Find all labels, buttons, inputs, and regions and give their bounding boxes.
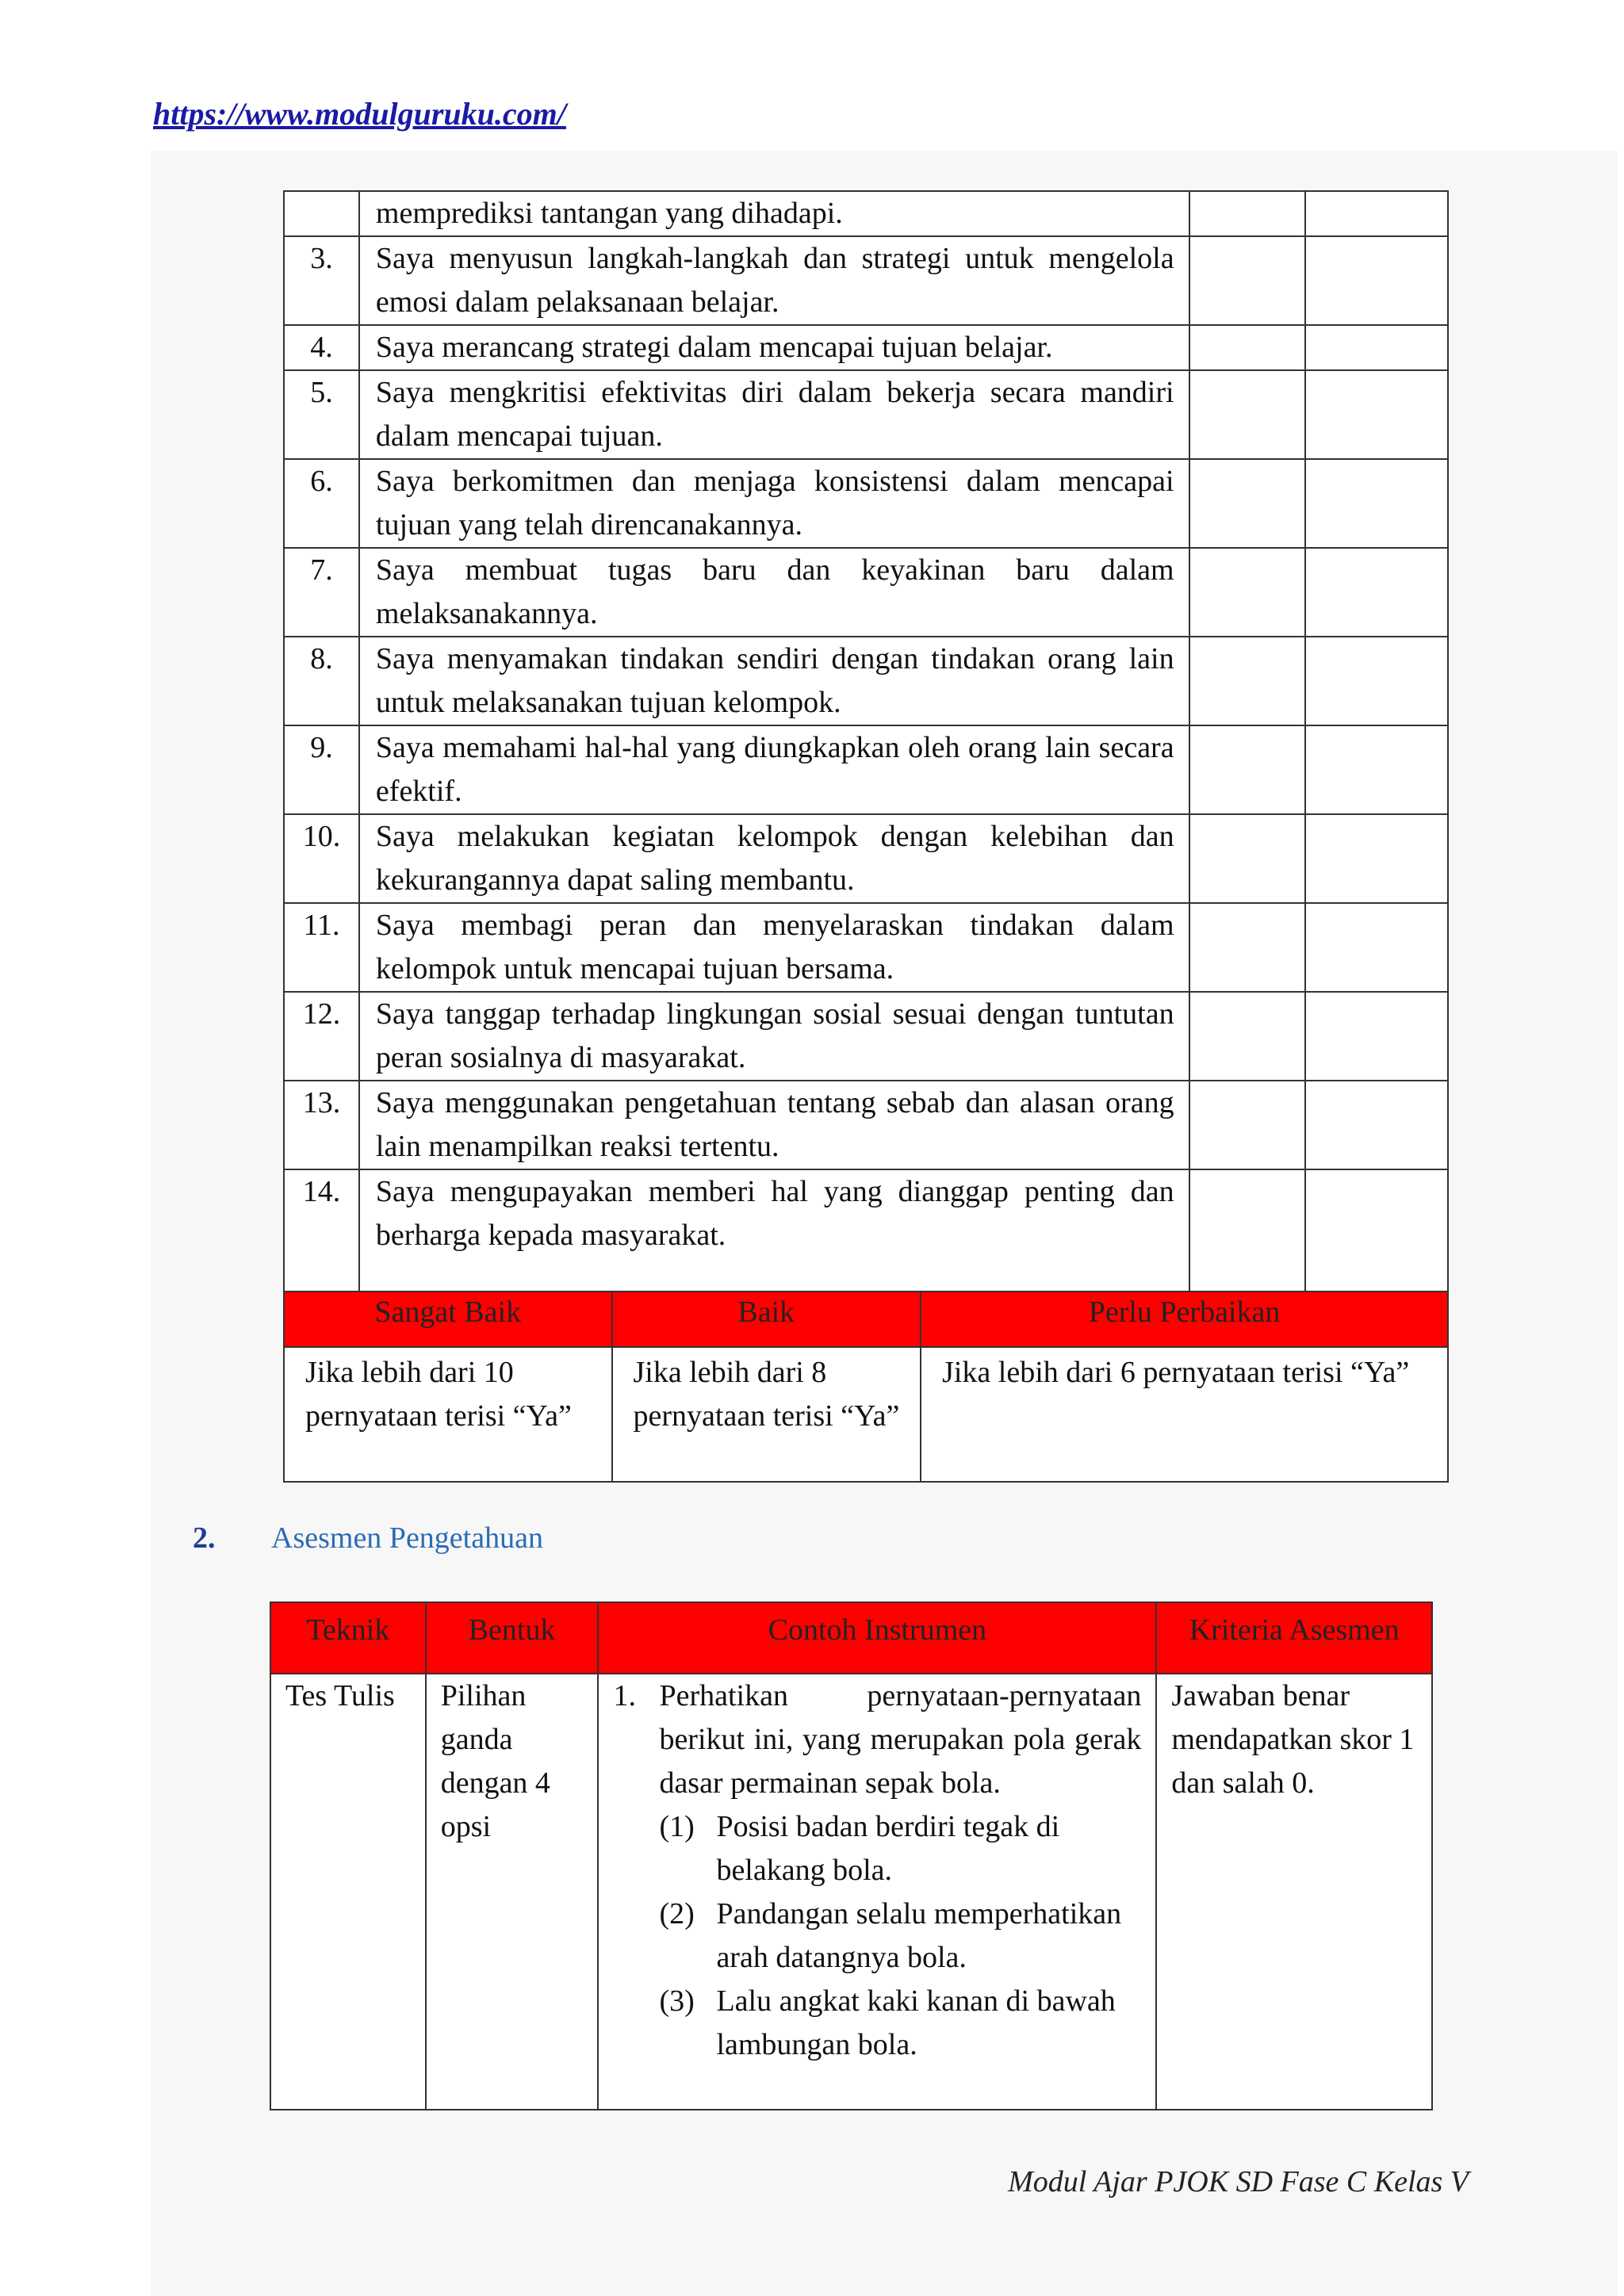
row-number bbox=[284, 191, 359, 236]
row-number: 13. bbox=[284, 1081, 359, 1169]
question-number: 1. bbox=[613, 1679, 636, 1712]
option-number: (3) bbox=[659, 1984, 695, 2018]
tidak-checkbox-cell[interactable] bbox=[1305, 903, 1448, 992]
header-teknik: Teknik bbox=[270, 1602, 426, 1674]
table-row bbox=[284, 814, 1448, 903]
row-number: 7. bbox=[284, 548, 359, 637]
tidak-checkbox-cell[interactable] bbox=[1305, 191, 1448, 236]
table-row bbox=[284, 1169, 1448, 1301]
tidak-checkbox-cell[interactable] bbox=[1305, 236, 1448, 325]
option-text: Posisi badan berdiri tegak di belakang bola. bbox=[716, 1810, 1060, 1887]
table-row bbox=[284, 637, 1448, 725]
option-item bbox=[659, 1980, 1141, 2067]
row-number: 5. bbox=[284, 370, 359, 459]
tidak-checkbox-cell[interactable] bbox=[1305, 814, 1448, 903]
row-number: 4. bbox=[284, 325, 359, 370]
statement-text: Saya melakukan kegiatan kelompok dengan kelebihan dan kekurangannya dapat saling membantu. bbox=[359, 814, 1189, 903]
tidak-checkbox-cell[interactable] bbox=[1305, 992, 1448, 1081]
tidak-checkbox-cell[interactable] bbox=[1305, 548, 1448, 637]
ya-checkbox-cell[interactable] bbox=[1189, 903, 1306, 992]
kriteria-cell: Jawaban benar mendapatkan skor 1 dan salah 0. bbox=[1156, 1674, 1432, 2110]
tidak-checkbox-cell[interactable] bbox=[1305, 1081, 1448, 1169]
table-row bbox=[284, 459, 1448, 548]
option-number: (1) bbox=[659, 1810, 695, 1843]
table-row bbox=[284, 548, 1448, 637]
rubric-cell-baik: Jika lebih dari 8 pernyataan terisi “Ya” bbox=[612, 1347, 921, 1482]
option-text: Pandangan selalu memperhatikan arah datangnya bola. bbox=[716, 1897, 1122, 1974]
knowledge-assessment-table bbox=[270, 1601, 1433, 2110]
row-number: 12. bbox=[284, 992, 359, 1081]
ya-checkbox-cell[interactable] bbox=[1189, 725, 1306, 814]
tidak-checkbox-cell[interactable] bbox=[1305, 459, 1448, 548]
statement-text: Saya menggunakan pengetahuan tentang sebab dan alasan orang lain menampilkan reaksi tertentu. bbox=[359, 1081, 1189, 1169]
table-row bbox=[284, 370, 1448, 459]
rubric-cell-sangat-baik: Jika lebih dari 10 pernyataan terisi “Ya” bbox=[284, 1347, 612, 1482]
ya-checkbox-cell[interactable] bbox=[1189, 370, 1306, 459]
statement-text: Saya merancang strategi dalam mencapai tujuan belajar. bbox=[359, 325, 1189, 370]
section-number: 2. bbox=[193, 1521, 216, 1555]
rubric-body-row bbox=[284, 1347, 1448, 1482]
tidak-checkbox-cell[interactable] bbox=[1305, 325, 1448, 370]
option-list bbox=[613, 1805, 1141, 2067]
bentuk-cell: Pilihan ganda dengan 4 opsi bbox=[426, 1674, 599, 2110]
knowledge-body-row bbox=[270, 1674, 1432, 2110]
ya-checkbox-cell[interactable] bbox=[1189, 1081, 1306, 1169]
question-item bbox=[613, 1674, 1141, 1805]
header-kriteria-asesmen: Kriteria Asesmen bbox=[1156, 1602, 1432, 1674]
ya-checkbox-cell[interactable] bbox=[1189, 992, 1306, 1081]
table-row bbox=[284, 725, 1448, 814]
row-number: 8. bbox=[284, 637, 359, 725]
statement-text: Saya menyamakan tindakan sendiri dengan tindakan orang lain untuk melaksanakan tujuan kelompok. bbox=[359, 637, 1189, 725]
header-bentuk: Bentuk bbox=[426, 1602, 599, 1674]
rubric-cell-perlu-perbaikan: Jika lebih dari 6 pernyataan terisi “Ya” bbox=[921, 1347, 1448, 1482]
table-row bbox=[284, 236, 1448, 325]
statement-text: Saya menyusun langkah-langkah dan strategi untuk mengelola emosi dalam pelaksanaan belajar. bbox=[359, 236, 1189, 325]
self-assessment-table bbox=[283, 190, 1449, 1302]
option-item bbox=[659, 1892, 1141, 1980]
ya-checkbox-cell[interactable] bbox=[1189, 637, 1306, 725]
option-item bbox=[659, 1805, 1141, 1892]
row-number: 9. bbox=[284, 725, 359, 814]
footer-title: Modul Ajar PJOK SD Fase C Kelas V bbox=[1008, 2165, 1469, 2198]
rubric-table bbox=[283, 1291, 1449, 1483]
rubric-header-row bbox=[284, 1292, 1448, 1347]
table-row bbox=[284, 992, 1448, 1081]
ya-checkbox-cell[interactable] bbox=[1189, 236, 1306, 325]
tidak-checkbox-cell[interactable] bbox=[1305, 725, 1448, 814]
row-number: 6. bbox=[284, 459, 359, 548]
tidak-checkbox-cell[interactable] bbox=[1305, 637, 1448, 725]
rubric-header-perlu-perbaikan: Perlu Perbaikan bbox=[921, 1292, 1448, 1347]
table-row bbox=[284, 191, 1448, 236]
statement-text: Saya membuat tugas baru dan keyakinan baru dalam melaksanakannya. bbox=[359, 548, 1189, 637]
statement-text: Saya mengupayakan memberi hal yang dianggap penting dan berharga kepada masyarakat. bbox=[359, 1169, 1189, 1301]
row-number: 3. bbox=[284, 236, 359, 325]
table-row bbox=[284, 325, 1448, 370]
row-number: 10. bbox=[284, 814, 359, 903]
row-number: 11. bbox=[284, 903, 359, 992]
table-row bbox=[284, 1081, 1448, 1169]
statement-text: Saya tanggap terhadap lingkungan sosial sesuai dengan tuntutan peran sosialnya di masyarakat. bbox=[359, 992, 1189, 1081]
tidak-checkbox-cell[interactable] bbox=[1305, 1169, 1448, 1301]
statement-text: Saya berkomitmen dan menjaga konsistensi dalam mencapai tujuan yang telah direncanakannya. bbox=[359, 459, 1189, 548]
tidak-checkbox-cell[interactable] bbox=[1305, 370, 1448, 459]
teknik-cell: Tes Tulis bbox=[270, 1674, 426, 2110]
header-url-link[interactable]: https://www.modulguruku.com/ bbox=[153, 96, 566, 132]
header-contoh-instrumen: Contoh Instrumen bbox=[598, 1602, 1156, 1674]
ya-checkbox-cell[interactable] bbox=[1189, 325, 1306, 370]
statement-text: Saya membagi peran dan menyelaraskan tindakan dalam kelompok untuk mencapai tujuan bersama. bbox=[359, 903, 1189, 992]
table-row bbox=[284, 903, 1448, 992]
question-text: Perhatikan pernyataan-pernyataan berikut ini, yang merupakan pola gerak dasar permainan sepak bola. bbox=[659, 1679, 1142, 1800]
statement-text: Saya mengkritisi efektivitas diri dalam bekerja secara mandiri dalam mencapai tujuan. bbox=[359, 370, 1189, 459]
rubric-header-sangat-baik: Sangat Baik bbox=[284, 1292, 612, 1347]
option-number: (2) bbox=[659, 1897, 695, 1931]
ya-checkbox-cell[interactable] bbox=[1189, 814, 1306, 903]
knowledge-header-row bbox=[270, 1602, 1432, 1674]
ya-checkbox-cell[interactable] bbox=[1189, 191, 1306, 236]
statement-text: memprediksi tantangan yang dihadapi. bbox=[359, 191, 1189, 236]
rubric-header-baik: Baik bbox=[612, 1292, 921, 1347]
row-number: 14. bbox=[284, 1169, 359, 1301]
ya-checkbox-cell[interactable] bbox=[1189, 459, 1306, 548]
statement-text: Saya memahami hal-hal yang diungkapkan oleh orang lain secara efektif. bbox=[359, 725, 1189, 814]
ya-checkbox-cell[interactable] bbox=[1189, 1169, 1306, 1301]
contoh-instrumen-cell bbox=[598, 1674, 1156, 2110]
section-title: Asesmen Pengetahuan bbox=[271, 1521, 543, 1555]
ya-checkbox-cell[interactable] bbox=[1189, 548, 1306, 637]
option-text: Lalu angkat kaki kanan di bawah lambungan bola. bbox=[716, 1984, 1116, 2061]
